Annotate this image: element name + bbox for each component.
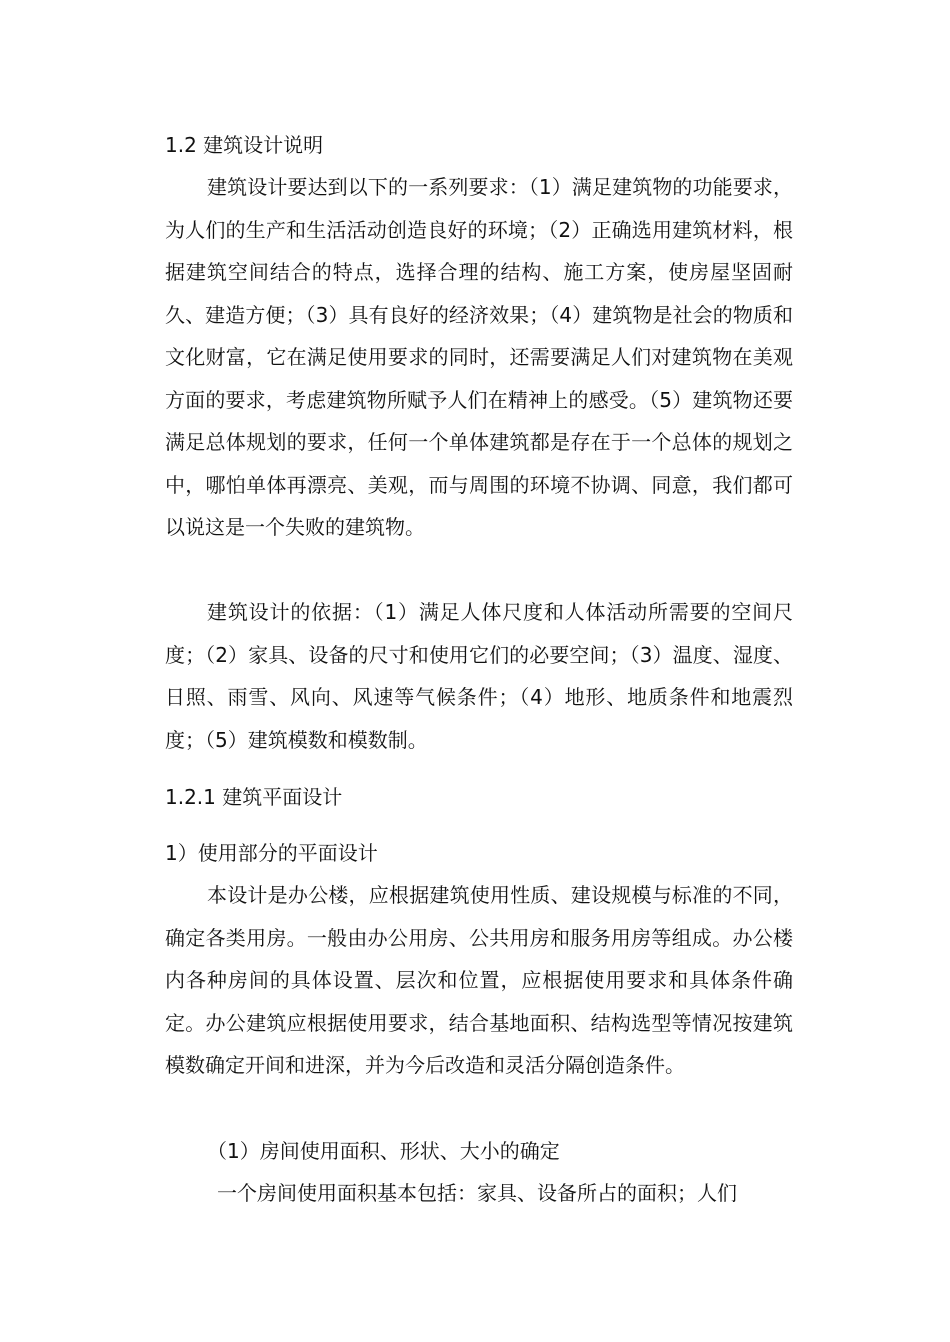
paragraph-office-building: 本设计是办公楼，应根据建筑使用性质、建设规模与标准的不同，确定各类用房。一般由办公用房、公共用房和服务用房等组成。办公楼内各种房间的具体设置、层次和位置，应根据使用要求和具体条件确定。办公建筑应根据使用要求，结合基地面积、结构选型等情况按建筑模数确定开间和进深，并为今后改造和灵活分隔创造条件。 xyxy=(165,883,793,1077)
subsection-heading-usage-plan: 1）使用部分的平面设计 xyxy=(165,841,378,865)
item-heading-room-area: （1）房间使用面积、形状、大小的确定 xyxy=(207,1139,560,1163)
paragraph-room-area-start: 一个房间使用面积基本包括：家具、设备所占的面积；人们 xyxy=(217,1181,737,1205)
paragraph-design-requirements: 建筑设计要达到以下的一系列要求：（1）满足建筑物的功能要求，为人们的生产和生活活动创造良好的环境；（2）正确选用建筑材料，根据建筑空间结合的特点，选择合理的结构、施工方案，使房屋坚固耐久、建造方便；（3）具有良好的经济效果；（4）建筑物是社会的物质和文化财富，它在满足使用要求的同时，还需要满足人们对建筑物在美观方面的要求，考虑建筑物所赋予人们在精神上的感受。（5）建筑物还要满足总体规划的要求，任何一个单体建筑都是存在于一个总体的规划之中，哪怕单体再漂亮、美观，而与周围的环境不协调、同意，我们都可以说这是一个失败的建筑物。 xyxy=(165,175,793,539)
section-heading-1-2-1: 1.2.1 建筑平面设计 xyxy=(165,785,343,809)
section-heading-1-2: 1.2 建筑设计说明 xyxy=(165,133,324,157)
paragraph-design-basis: 建筑设计的依据：（1）满足人体尺度和人体活动所需要的空间尺度；（2）家具、设备的尺寸和使用它们的必要空间；（3）温度、湿度、日照、雨雪、风向、风速等气候条件；（4）地形、地质条件和地震烈度；（5）建筑模数和模数制。 xyxy=(165,600,793,752)
